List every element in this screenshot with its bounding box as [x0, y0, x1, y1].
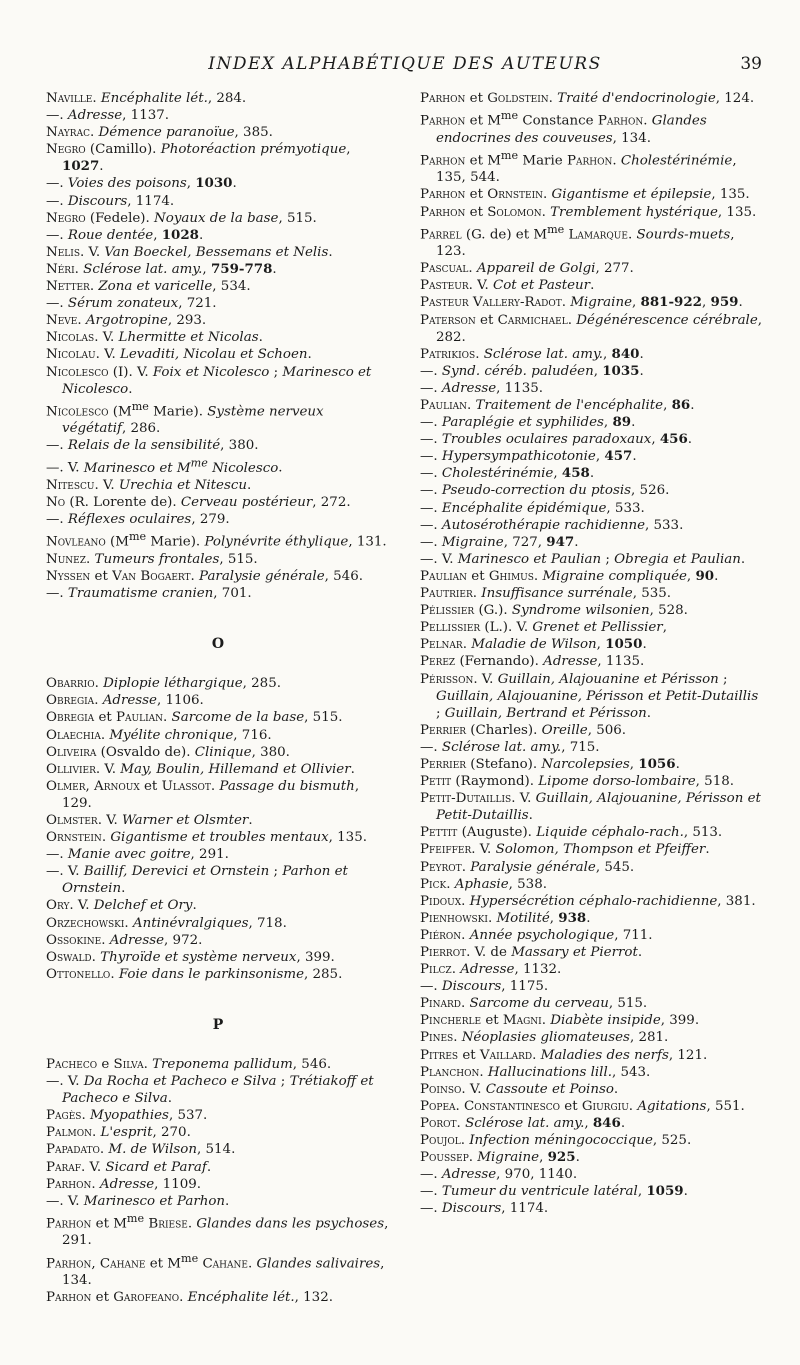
index-entry: Pick. Aphasie, 538. [420, 876, 547, 892]
index-entry: Paulian et Ghimus. Migraine compliquée, 90. [420, 567, 719, 584]
index-entry: Pfeiffer. V. Solomon, Thompson et Pfeiffer. [420, 842, 710, 858]
index-entry: No (R. Lorente de). Cerveau postérieur, 272. [46, 495, 351, 511]
index-entry: Nyssen et Van Bogaert. Paralysie générale, 546. [46, 568, 363, 584]
index-entry: Parhon et Goldstein. Traité d'endocrinologie, 124. [420, 91, 755, 106]
index-entry: Pitres et Vaillard. Maladies des nerfs, 121. [420, 1047, 708, 1063]
index-entry: Negro (Fedele). Noyaux de la base, 515. [46, 210, 317, 226]
index-entry: Novleano ($M^{me}$ Marie). Polynévrite éthylique, 131. [46, 530, 387, 550]
index-columns [46, 90, 764, 1306]
index-entry: Parhon et Solomon. Tremblement hystérique, 135. [420, 204, 757, 220]
index-entry: Perrier (Stefano). Narcolepsies, 1056. [420, 755, 680, 772]
index-entry: —. Discours, 1174. [420, 1201, 549, 1217]
index-entry: Oswald. Thyroïde et système nerveux, 399. [46, 949, 335, 965]
index-entry: —. V. Marinesco et Parhon. [46, 1193, 230, 1209]
index-entry: Netter. Zona et varicelle, 534. [46, 279, 251, 295]
left-column [46, 90, 390, 1306]
index-entry: Pines. Néoplasies gliomateuses, 281. [420, 1030, 669, 1046]
index-entry: Ollivier. V. May, Boulin, Hillemand et Ollivier. [46, 761, 355, 777]
index-entry: —. V. Da Rocha et Pacheco e Silva ; Trétiakoff et Pacheco e Silva. [46, 1074, 374, 1107]
index-entry: Nicolau. V. Levaditi, Nicolau et Schoen. [46, 347, 312, 363]
index-entry: Poujol. Infection méningococcique, 525. [420, 1133, 692, 1149]
index-entry: Parrel (G. de) et $M^{me}$ Lamarque. Sourds-muets, 123. [420, 222, 735, 260]
index-entry: Pettit (Auguste). Liquide céphalo-rach., 513. [420, 825, 723, 841]
index-entry: Pasteur. V. Cot et Pasteur. [420, 278, 595, 294]
index-entry: Pincherle et Magni. Diabète insipide, 399. [420, 1013, 700, 1029]
index-entry: —. Manie avec goitre, 291. [46, 847, 229, 863]
index-entry: Olaechia. Myélite chronique, 716. [46, 727, 272, 743]
index-entry: Pagès. Myopathies, 537. [46, 1108, 208, 1124]
index-entry: —. Autosérothérapie rachidienne, 533. [420, 517, 684, 533]
index-entry: Pierrot. V. de Massary et Pierrot. [420, 945, 643, 960]
index-entry: Parhon et Ornstein. Gigantisme et épilepsie, 135. [420, 187, 750, 203]
index-entry: Parhon et $M^{me}$ Constance Parhon. Glandes endocrines des couveuses, 134. [420, 109, 707, 146]
index-entry: Petit-Dutaillis. V. Guillain, Alajouanine, Périsson et Petit-Dutaillis. [420, 791, 761, 824]
index-entry: Ory. V. Delchef et Ory. [46, 898, 197, 914]
index-entry: —. Roue dentée, 1028. [46, 226, 204, 243]
index-entry: —. Réflexes oculaires, 279. [46, 512, 230, 528]
index-entry: —. V. Marinesco et Paulian ; Obregia et Paulian. [420, 551, 746, 567]
index-entry: Pascual. Appareil de Golgi, 277. [420, 261, 634, 277]
index-entry: —. Troubles oculaires paradoxaux, 456. [420, 431, 693, 448]
index-entry: Ottonello. Foie dans le parkinsonisme, 285. [46, 966, 343, 982]
index-entry: Ossokine. Adresse, 972. [46, 932, 203, 948]
index-entry: Olmer, Arnoux et Ulassot. Passage du bismuth, 129. [46, 778, 360, 811]
index-entry: Parhon et Garofeano. Encéphalite lét., 132. [46, 1290, 333, 1306]
index-entry: —. Relais de la sensibilité, 380. [46, 438, 259, 454]
index-entry: —. Adresse, 1135. [420, 380, 544, 396]
index-entry: Naville. Encéphalite lét., 284. [46, 91, 247, 106]
page-header [46, 48, 764, 88]
index-entry: Petit (Raymond). Lipome dorso-lombaire, 518. [420, 774, 734, 790]
index-entry: Pasteur Vallery-Radot. Migraine, 881-922, 959. [420, 294, 743, 311]
index-entry: Parhon et $M^{me}$ Briese. Glandes dans les psychoses, 291. [46, 1211, 389, 1249]
right-column [420, 90, 764, 1306]
index-entry: Pélissier (G.). Syndrome wilsonien, 528. [420, 603, 688, 619]
index-entry: —. Tumeur du ventricule latéral, 1059. [420, 1183, 688, 1200]
index-entry: Nelis. V. Van Boeckel, Bessemans et Nelis. [46, 244, 333, 260]
index-entry: Poussep. Migraine, 925. [420, 1149, 580, 1166]
index-entry: Perez (Fernando). Adresse, 1135. [420, 654, 645, 670]
index-entry: —. Discours, 1175. [420, 979, 549, 995]
index-entry: Nunez. Tumeurs frontales, 515. [46, 551, 258, 567]
index-entry: Pinard. Sarcome du cerveau, 515. [420, 996, 648, 1012]
section-letter: O [211, 636, 225, 653]
index-entry: Porot. Sclérose lat. amy., 846. [420, 1114, 626, 1131]
index-entry: —. V. Marinesco et $M^{me}$ Nicolesco. [46, 456, 283, 476]
index-entry: Pilcz. Adresse, 1132. [420, 962, 562, 978]
index-entry: Orzechowski. Antinévralgiques, 718. [46, 915, 287, 931]
index-entry: Olmster. V. Warner et Olsmter. [46, 812, 253, 828]
index-entry: Obregia et Paulian. Sarcome de la base, 515. [46, 710, 343, 726]
index-entry: —. Traumatisme cranien, 701. [46, 586, 252, 602]
index-entry: —. Cholestérinémie, 458. [420, 465, 595, 482]
index-entry: Pellissier (L.). V. Grenet et Pellissier, [420, 620, 667, 636]
index-entry: Pienhowski. Motilité, 938. [420, 909, 591, 926]
index-entry: —. Adresse, 1137. [46, 108, 170, 124]
index-entry: Pidoux. Hypersécrétion céphalo-rachidienne, 381. [420, 893, 756, 909]
index-entry: Negro (Camillo). Photoréaction prémyotique, 1027. [46, 142, 351, 175]
index-entry: —. Sérum zonateux, 721. [46, 296, 217, 312]
index-entry: Parhon et $M^{me}$ Marie Parhon. Cholestérinémie, 135, 544. [420, 148, 737, 186]
index-entry: Pelnar. Maladie de Wilson, 1050. [420, 636, 647, 653]
index-entry: Nayrac. Démence paranoïue, 385. [46, 125, 273, 141]
index-entry: Poinso. V. Cassoute et Poinso. [420, 1081, 619, 1097]
index-entry: Obarrio. Diplopie léthargique, 285. [46, 676, 281, 692]
index-entry: —. Encéphalite épidémique, 533. [420, 500, 645, 516]
index-entry: Planchon. Hallucinations lill., 543. [420, 1064, 651, 1080]
index-entry: Périsson. V. Guillain, Alajouanine et Périsson ; Guillain, Alajouanine, Périsson et Petit-Dutaillis ; Guillain, Bertrand et Périsson. [420, 671, 759, 721]
index-entry: —. Adresse, 970, 1140. [420, 1167, 578, 1183]
index-entry: Patrikios. Sclérose lat. amy., 840. [420, 345, 644, 362]
index-entry: —. Sclérose lat. amy., 715. [420, 739, 600, 755]
section-letter: P [212, 1016, 224, 1033]
index-entry: Néri. Sclérose lat. amy., 759-778. [46, 260, 277, 277]
page-number: 39 [740, 54, 762, 74]
index-entry: Obregia. Adresse, 1106. [46, 693, 204, 709]
index-entry: Nitescu. V. Urechia et Nitescu. [46, 478, 252, 493]
index-entry: —. Synd. céréb. paludéen, 1035. [420, 362, 644, 379]
index-entry: Pautrier. Insuffisance surrénale, 535. [420, 586, 672, 602]
index-entry: Perrier (Charles). Oreille, 506. [420, 722, 627, 738]
index-entry: Pacheco e Silva. Treponema pallidum, 546. [46, 1057, 332, 1072]
index-entry: Paulian. Traitement de l'encéphalite, 86. [420, 397, 695, 413]
index-entry: Nicolesco ($M^{me}$ Marie). Système nerveux végétatif, 286. [46, 399, 324, 437]
index-entry: Paraf. V. Sicard et Paraf. [46, 1159, 212, 1175]
index-entry: Popea. Constantinesco et Giurgiu. Agitations, 551. [420, 1098, 745, 1114]
index-entry: Piéron. Année psychologique, 711. [420, 927, 653, 943]
index-entry: —. V. Baillif, Derevici et Ornstein ; Parhon et Ornstein. [46, 864, 348, 897]
index-entry: Papadato. M. de Wilson, 514. [46, 1142, 236, 1158]
running-title: INDEX ALPHABÉTIQUE DES AUTEURS [208, 54, 602, 74]
index-entry: Peyrot. Paralysie générale, 545. [420, 859, 635, 875]
index-entry: Palmon. L'esprit, 270. [46, 1125, 191, 1141]
index-entry: Parhon, Cahane et $M^{me}$ Cahane. Glandes salivaires, 134. [46, 1251, 385, 1289]
index-entry: Nicolesco (I). V. Foix et Nicolesco ; Marinesco et Nicolesco. [46, 364, 372, 397]
index-entry: —. Voies des poisons, 1030. [46, 175, 237, 192]
index-entry: —. Pseudo-correction du ptosis, 526. [420, 483, 670, 499]
index-entry: Ornstein. Gigantisme et troubles mentaux, 135. [46, 830, 367, 846]
index-entry: Oliveira (Osvaldo de). Clinique, 380. [46, 744, 290, 760]
index-entry: Paterson et Carmichael. Dégénérescence cérébrale, 282. [420, 312, 763, 345]
index-entry: Parhon. Adresse, 1109. [46, 1176, 202, 1192]
index-entry: Nicolas. V. Lhermitte et Nicolas. [46, 330, 263, 346]
index-entry: —. Hypersympathicotonie, 457. [420, 448, 637, 465]
index-entry: —. Paraplégie et syphilides, 89. [420, 414, 636, 431]
index-entry: —. Migraine, 727, 947. [420, 533, 579, 550]
index-entry: —. Discours, 1174. [46, 193, 175, 209]
index-entry: Neve. Argotropine, 293. [46, 313, 207, 329]
